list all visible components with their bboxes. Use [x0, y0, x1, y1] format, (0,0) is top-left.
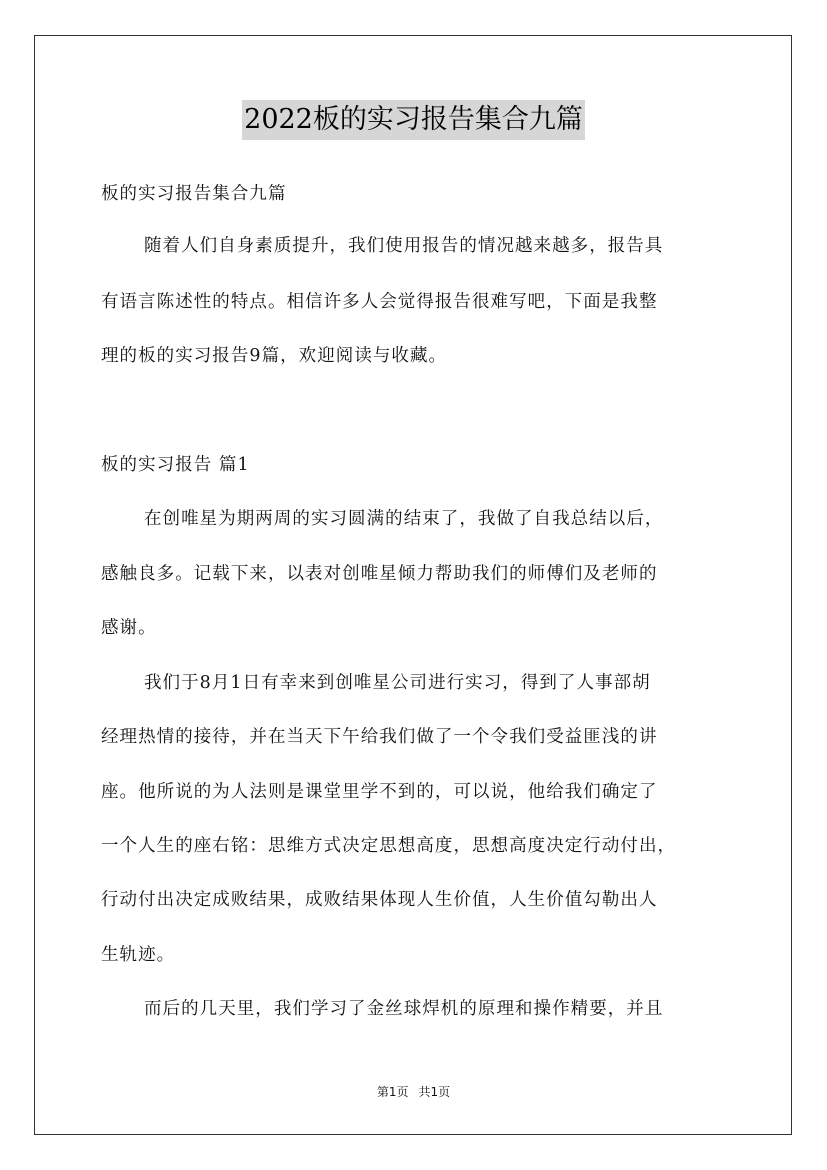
document-title: 2022板的实习报告集合九篇: [242, 100, 585, 140]
paragraph-line: 我们于8月1日有幸来到创唯星公司进行实习，得到了人事部胡: [144, 673, 651, 693]
page-total: 共1页: [418, 1085, 451, 1099]
paragraph-line: 一个人生的座右铭：思维方式决定思想高度，思想高度决定行动付出，: [101, 836, 677, 856]
paragraph-line: 有语言陈述性的特点。相信许多人会觉得报告很难写吧，下面是我整: [101, 292, 658, 312]
paragraph-line: 生轨迹。: [101, 945, 176, 965]
paragraph-line: 感谢。: [101, 618, 157, 638]
page-number: 第1页: [376, 1085, 409, 1099]
paragraph-line: 行动付出决定成败结果，成败结果体现人生价值，人生价值勾勒出人: [101, 890, 658, 910]
paragraph-line: 经理热情的接待，并在当天下午给我们做了一个令我们受益匪浅的讲: [101, 727, 658, 747]
page-footer: [0, 1084, 827, 1100]
paragraph-line: 而后的几天里，我们学习了金丝球焊机的原理和操作精要，并且: [144, 999, 664, 1019]
paragraph-line: 随着人们自身素质提升，我们使用报告的情况越来越多，报告具: [144, 236, 664, 256]
title-container: [0, 100, 827, 140]
paragraph-line: 理的板的实习报告9篇，欢迎阅读与收藏。: [101, 346, 448, 366]
paragraph-line: 感触良多。记载下来，以表对创唯星倾力帮助我们的师傅们及老师的: [101, 564, 658, 584]
subtitle-line: 板的实习报告集合九篇: [101, 184, 287, 204]
paragraph-line: 在创唯星为期两周的实习圆满的结束了，我做了自我总结以后，: [144, 509, 664, 529]
section-heading: 板的实习报告 篇1: [101, 455, 250, 475]
paragraph-line: 座。他所说的为人法则是课堂里学不到的，可以说，他给我们确定了: [101, 782, 658, 802]
